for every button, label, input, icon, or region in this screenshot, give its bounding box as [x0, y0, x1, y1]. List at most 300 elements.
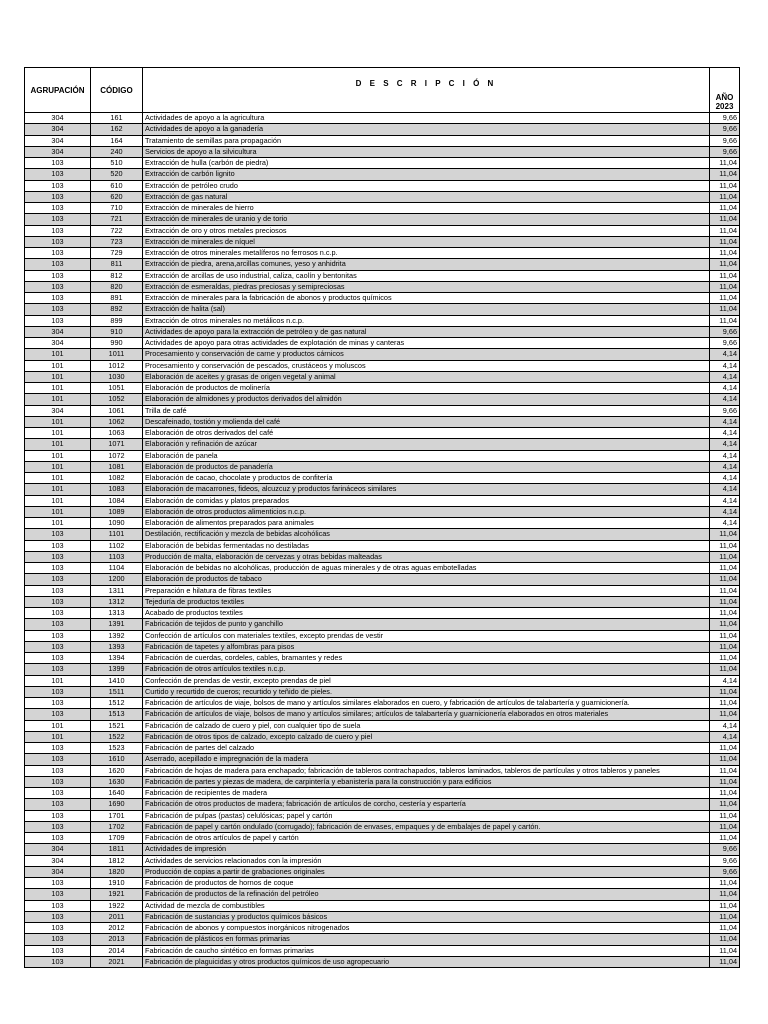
cell-description: Extracción de carbón lignito [143, 169, 710, 180]
cell-description: Fabricación de pulpas (pastas) celulósicas; papel y cartón [143, 810, 710, 821]
cell-rate: 4,14 [710, 461, 740, 472]
header-code: CÓDIGO [91, 68, 143, 113]
cell-code: 1063 [91, 428, 143, 439]
cell-description: Extracción de minerales de níquel [143, 236, 710, 247]
cell-description: Elaboración de bebidas no alcohólicas, producción de aguas minerales y de otras aguas embotelladas [143, 563, 710, 574]
cell-code: 710 [91, 203, 143, 214]
cell-group: 103 [25, 203, 91, 214]
cell-rate: 11,04 [710, 191, 740, 202]
cell-description: Actividades de apoyo para la extracción de petróleo y de gas natural [143, 326, 710, 337]
cell-code: 1399 [91, 664, 143, 675]
cell-code: 1709 [91, 833, 143, 844]
cell-description: Producción de malta, elaboración de cervezas y otras bebidas malteadas [143, 551, 710, 562]
cell-group: 103 [25, 754, 91, 765]
table-row [25, 664, 740, 675]
cell-rate: 9,66 [710, 844, 740, 855]
cell-rate: 11,04 [710, 810, 740, 821]
cell-rate: 9,66 [710, 338, 740, 349]
table-row [25, 225, 740, 236]
cell-description: Elaboración de alimentos preparados para animales [143, 518, 710, 529]
cell-group: 103 [25, 259, 91, 270]
header-year-label: AÑO [715, 93, 734, 102]
table-row [25, 799, 740, 810]
cell-description: Fabricación de cuerdas, cordeles, cables, bramantes y redes [143, 653, 710, 664]
cell-rate: 11,04 [710, 169, 740, 180]
cell-rate: 9,66 [710, 866, 740, 877]
cell-rate: 11,04 [710, 641, 740, 652]
cell-description: Acabado de productos textiles [143, 608, 710, 619]
cell-description: Fabricación de sustancias y productos químicos básicos [143, 911, 710, 922]
cell-code: 723 [91, 236, 143, 247]
cell-code: 990 [91, 338, 143, 349]
table-row [25, 551, 740, 562]
cell-code: 510 [91, 158, 143, 169]
cell-code: 1521 [91, 720, 143, 731]
cell-description: Actividad de mezcla de combustibles [143, 900, 710, 911]
cell-description: Preparación e hilatura de fibras textiles [143, 585, 710, 596]
cell-code: 1072 [91, 450, 143, 461]
cell-code: 820 [91, 281, 143, 292]
cell-code: 1640 [91, 788, 143, 799]
cell-rate: 4,14 [710, 360, 740, 371]
cell-code: 1922 [91, 900, 143, 911]
cell-group: 103 [25, 574, 91, 585]
cell-code: 520 [91, 169, 143, 180]
cell-rate: 11,04 [710, 799, 740, 810]
cell-rate: 4,14 [710, 383, 740, 394]
cell-description: Extracción de petróleo crudo [143, 180, 710, 191]
table-row [25, 776, 740, 787]
cell-group: 101 [25, 394, 91, 405]
table-row [25, 281, 740, 292]
cell-rate: 11,04 [710, 214, 740, 225]
cell-description: Extracción de minerales para la fabricación de abonos y productos químicos [143, 293, 710, 304]
table-row [25, 630, 740, 641]
cell-group: 103 [25, 551, 91, 562]
cell-description: Elaboración de bebidas fermentadas no destiladas [143, 540, 710, 551]
table-row [25, 203, 740, 214]
cell-group: 103 [25, 956, 91, 967]
cell-group: 103 [25, 270, 91, 281]
table-row [25, 619, 740, 630]
cell-group: 103 [25, 248, 91, 259]
table-row [25, 653, 740, 664]
cell-rate: 9,66 [710, 113, 740, 124]
cell-code: 1921 [91, 889, 143, 900]
cell-code: 1071 [91, 439, 143, 450]
cell-rate: 11,04 [710, 248, 740, 259]
cell-description: Elaboración de macarrones, fideos, alcuzcuz y productos farináceos similares [143, 484, 710, 495]
table-row [25, 338, 740, 349]
cell-code: 1081 [91, 461, 143, 472]
cell-rate: 4,14 [710, 439, 740, 450]
table-row [25, 326, 740, 337]
table-row [25, 596, 740, 607]
cell-description: Extracción de otros minerales metalíferos no ferrosos n.c.p. [143, 248, 710, 259]
cell-code: 1391 [91, 619, 143, 630]
cell-group: 101 [25, 349, 91, 360]
cell-description: Elaboración de panela [143, 450, 710, 461]
cell-code: 1513 [91, 709, 143, 720]
cell-description: Fabricación de productos de la refinación del petróleo [143, 889, 710, 900]
table-row [25, 484, 740, 495]
cell-description: Extracción de arcillas de uso industrial, caliza, caolín y bentonitas [143, 270, 710, 281]
cell-rate: 4,14 [710, 371, 740, 382]
cell-code: 1011 [91, 349, 143, 360]
cell-rate: 9,66 [710, 124, 740, 135]
cell-description: Confección de prendas de vestir, excepto prendas de piel [143, 675, 710, 686]
cell-group: 103 [25, 191, 91, 202]
cell-group: 101 [25, 383, 91, 394]
cell-group: 101 [25, 495, 91, 506]
cell-rate: 11,04 [710, 821, 740, 832]
table-row [25, 731, 740, 742]
cell-description: Fabricación de hojas de madera para enchapado; fabricación de tableros contrachapados, tableros laminados, tableros de partículas y otros tableros y paneles [143, 765, 710, 776]
cell-description: Fabricación de tejidos de punto y ganchillo [143, 619, 710, 630]
cell-description: Extracción de esmeraldas, piedras preciosas y semipreciosas [143, 281, 710, 292]
table-row [25, 315, 740, 326]
cell-code: 1083 [91, 484, 143, 495]
cell-group: 101 [25, 484, 91, 495]
cell-rate: 11,04 [710, 709, 740, 720]
cell-rate: 11,04 [710, 203, 740, 214]
cell-description: Procesamiento y conservación de pescados, crustáceos y moluscos [143, 360, 710, 371]
cell-rate: 11,04 [710, 596, 740, 607]
cell-description: Elaboración de otros derivados del café [143, 428, 710, 439]
cell-group: 103 [25, 529, 91, 540]
cell-group: 103 [25, 304, 91, 315]
cell-code: 1082 [91, 473, 143, 484]
cell-description: Servicios de apoyo a la silvicultura [143, 146, 710, 157]
cell-code: 2012 [91, 923, 143, 934]
cell-code: 891 [91, 293, 143, 304]
cell-code: 721 [91, 214, 143, 225]
cell-description: Tratamiento de semillas para propagación [143, 135, 710, 146]
cell-code: 1690 [91, 799, 143, 810]
cell-rate: 11,04 [710, 945, 740, 956]
table-row [25, 270, 740, 281]
cell-description: Trilla de café [143, 405, 710, 416]
cell-group: 103 [25, 315, 91, 326]
cell-rate: 11,04 [710, 540, 740, 551]
cell-code: 1393 [91, 641, 143, 652]
cell-group: 103 [25, 765, 91, 776]
cell-rate: 11,04 [710, 653, 740, 664]
table-row [25, 911, 740, 922]
table-row [25, 810, 740, 821]
cell-description: Actividades de apoyo a la ganadería [143, 124, 710, 135]
table-row [25, 720, 740, 731]
cell-rate: 11,04 [710, 833, 740, 844]
cell-code: 1410 [91, 675, 143, 686]
cell-rate: 11,04 [710, 686, 740, 697]
cell-rate: 11,04 [710, 259, 740, 270]
cell-rate: 11,04 [710, 529, 740, 540]
cell-group: 103 [25, 821, 91, 832]
cell-description: Extracción de halita (sal) [143, 304, 710, 315]
cell-code: 1512 [91, 698, 143, 709]
cell-description: Fabricación de otros artículos textiles n.c.p. [143, 664, 710, 675]
table-row [25, 889, 740, 900]
cell-group: 103 [25, 630, 91, 641]
cell-group: 103 [25, 158, 91, 169]
cell-description: Elaboración de cacao, chocolate y productos de confitería [143, 473, 710, 484]
cell-description: Extracción de piedra, arena,arcillas comunes, yeso y anhidrita [143, 259, 710, 270]
cell-rate: 4,14 [710, 675, 740, 686]
table-row [25, 259, 740, 270]
table-row [25, 371, 740, 382]
cell-group: 103 [25, 214, 91, 225]
cell-group: 103 [25, 698, 91, 709]
cell-rate: 11,04 [710, 664, 740, 675]
cell-description: Fabricación de otros tipos de calzado, excepto calzado de cuero y piel [143, 731, 710, 742]
cell-code: 162 [91, 124, 143, 135]
cell-code: 2014 [91, 945, 143, 956]
table-row [25, 416, 740, 427]
cell-group: 101 [25, 720, 91, 731]
cell-description: Fabricación de partes y piezas de madera, de carpintería y ebanistería para la construcción y para edificios [143, 776, 710, 787]
cell-code: 1522 [91, 731, 143, 742]
table-row [25, 124, 740, 135]
cell-description: Extracción de hulla (carbón de piedra) [143, 158, 710, 169]
cell-description: Extracción de minerales de uranio y de torio [143, 214, 710, 225]
cell-description: Extracción de oro y otros metales preciosos [143, 225, 710, 236]
table-row [25, 506, 740, 517]
cell-description: Fabricación de plaguicidas y otros productos químicos de uso agropecuario [143, 956, 710, 967]
cell-group: 304 [25, 844, 91, 855]
cell-code: 1102 [91, 540, 143, 551]
cell-code: 1103 [91, 551, 143, 562]
cell-description: Elaboración de otros productos alimenticios n.c.p. [143, 506, 710, 517]
cell-description: Descafeinado, tostión y molienda del café [143, 416, 710, 427]
cell-code: 729 [91, 248, 143, 259]
cell-description: Fabricación de abonos y compuestos inorgánicos nitrogenados [143, 923, 710, 934]
cell-description: Confección de artículos con materiales textiles, excepto prendas de vestir [143, 630, 710, 641]
cell-rate: 11,04 [710, 236, 740, 247]
cell-description: Elaboración y refinación de azúcar [143, 439, 710, 450]
cell-code: 811 [91, 259, 143, 270]
cell-rate: 11,04 [710, 619, 740, 630]
cell-rate: 11,04 [710, 304, 740, 315]
cell-code: 722 [91, 225, 143, 236]
cell-code: 1312 [91, 596, 143, 607]
table-row [25, 214, 740, 225]
cell-group: 103 [25, 911, 91, 922]
cell-group: 304 [25, 405, 91, 416]
cell-rate: 11,04 [710, 180, 740, 191]
cell-code: 1313 [91, 608, 143, 619]
table-row [25, 518, 740, 529]
cell-description: Fabricación de productos de hornos de coque [143, 878, 710, 889]
cell-rate: 4,14 [710, 349, 740, 360]
cell-group: 101 [25, 461, 91, 472]
cell-description: Extracción de otros minerales no metálicos n.c.p. [143, 315, 710, 326]
table-row [25, 765, 740, 776]
cell-code: 1523 [91, 743, 143, 754]
rates-table [24, 67, 740, 968]
cell-code: 910 [91, 326, 143, 337]
cell-code: 1089 [91, 506, 143, 517]
cell-code: 1812 [91, 855, 143, 866]
cell-group: 103 [25, 889, 91, 900]
table-row [25, 855, 740, 866]
cell-code: 1090 [91, 518, 143, 529]
cell-code: 1394 [91, 653, 143, 664]
cell-code: 1084 [91, 495, 143, 506]
table-row [25, 574, 740, 585]
cell-group: 103 [25, 788, 91, 799]
cell-code: 2011 [91, 911, 143, 922]
cell-code: 1811 [91, 844, 143, 855]
table-row [25, 428, 740, 439]
cell-description: Elaboración de comidas y platos preparados [143, 495, 710, 506]
cell-rate: 11,04 [710, 698, 740, 709]
cell-rate: 11,04 [710, 574, 740, 585]
cell-rate: 9,66 [710, 326, 740, 337]
cell-rate: 9,66 [710, 146, 740, 157]
cell-rate: 11,04 [710, 225, 740, 236]
table-row [25, 945, 740, 956]
cell-description: Fabricación de artículos de viaje, bolsos de mano y artículos similares; artículos de talabartería y guarnicionería elaborados en otros materiales [143, 709, 710, 720]
cell-code: 812 [91, 270, 143, 281]
cell-rate: 11,04 [710, 743, 740, 754]
cell-group: 103 [25, 563, 91, 574]
cell-group: 103 [25, 225, 91, 236]
cell-code: 1392 [91, 630, 143, 641]
header-row [25, 68, 740, 113]
cell-description: Actividades de apoyo a la agricultura [143, 113, 710, 124]
cell-code: 1910 [91, 878, 143, 889]
cell-group: 101 [25, 428, 91, 439]
table-row [25, 900, 740, 911]
cell-code: 2013 [91, 934, 143, 945]
table-row [25, 248, 740, 259]
cell-group: 304 [25, 855, 91, 866]
cell-group: 103 [25, 180, 91, 191]
table-body [25, 113, 740, 968]
table-row [25, 956, 740, 967]
cell-group: 103 [25, 686, 91, 697]
cell-description: Destilación, rectificación y mezcla de bebidas alcohólicas [143, 529, 710, 540]
table-row [25, 169, 740, 180]
cell-group: 103 [25, 619, 91, 630]
cell-rate: 4,14 [710, 731, 740, 742]
cell-code: 899 [91, 315, 143, 326]
cell-code: 1610 [91, 754, 143, 765]
cell-code: 1620 [91, 765, 143, 776]
table-row [25, 360, 740, 371]
table-row [25, 878, 740, 889]
cell-description: Elaboración de productos de panadería [143, 461, 710, 472]
cell-description: Elaboración de productos de molinería [143, 383, 710, 394]
header-group: AGRUPACIÓN [25, 68, 91, 113]
cell-group: 304 [25, 124, 91, 135]
table-row [25, 113, 740, 124]
table-row [25, 236, 740, 247]
cell-rate: 4,14 [710, 506, 740, 517]
cell-rate: 11,04 [710, 878, 740, 889]
table-row [25, 686, 740, 697]
cell-group: 103 [25, 596, 91, 607]
table-row [25, 833, 740, 844]
cell-description: Fabricación de caucho sintético en formas primarias [143, 945, 710, 956]
table-row [25, 934, 740, 945]
cell-description: Fabricación de plásticos en formas primarias [143, 934, 710, 945]
cell-rate: 11,04 [710, 293, 740, 304]
cell-group: 103 [25, 945, 91, 956]
cell-group: 103 [25, 641, 91, 652]
cell-rate: 11,04 [710, 900, 740, 911]
table-row [25, 383, 740, 394]
cell-description: Elaboración de aceites y grasas de origen vegetal y animal [143, 371, 710, 382]
cell-description: Elaboración de almidones y productos derivados del almidón [143, 394, 710, 405]
cell-code: 1030 [91, 371, 143, 382]
cell-code: 1062 [91, 416, 143, 427]
table-row [25, 135, 740, 146]
cell-group: 103 [25, 923, 91, 934]
cell-group: 103 [25, 900, 91, 911]
cell-code: 240 [91, 146, 143, 157]
cell-description: Actividades de servicios relacionados con la impresión [143, 855, 710, 866]
table-row [25, 709, 740, 720]
cell-rate: 11,04 [710, 754, 740, 765]
cell-rate: 4,14 [710, 473, 740, 484]
cell-group: 304 [25, 113, 91, 124]
cell-description: Procesamiento y conservación de carne y productos cárnicos [143, 349, 710, 360]
cell-rate: 11,04 [710, 270, 740, 281]
cell-rate: 11,04 [710, 315, 740, 326]
cell-rate: 11,04 [710, 776, 740, 787]
cell-group: 103 [25, 878, 91, 889]
cell-code: 1051 [91, 383, 143, 394]
cell-group: 103 [25, 585, 91, 596]
cell-rate: 9,66 [710, 855, 740, 866]
cell-code: 1701 [91, 810, 143, 821]
table-row [25, 293, 740, 304]
table-row [25, 866, 740, 877]
cell-group: 103 [25, 540, 91, 551]
cell-rate: 11,04 [710, 765, 740, 776]
table-row [25, 641, 740, 652]
cell-group: 103 [25, 743, 91, 754]
cell-rate: 4,14 [710, 495, 740, 506]
cell-rate: 11,04 [710, 563, 740, 574]
cell-rate: 11,04 [710, 551, 740, 562]
cell-group: 101 [25, 416, 91, 427]
cell-rate: 11,04 [710, 158, 740, 169]
table-row [25, 158, 740, 169]
table-row [25, 529, 740, 540]
cell-group: 101 [25, 518, 91, 529]
cell-group: 101 [25, 675, 91, 686]
table-row [25, 698, 740, 709]
table-row [25, 473, 740, 484]
table-row [25, 754, 740, 765]
cell-group: 101 [25, 360, 91, 371]
cell-description: Fabricación de calzado de cuero y piel, con cualquier tipo de suela [143, 720, 710, 731]
table-row [25, 349, 740, 360]
cell-code: 1052 [91, 394, 143, 405]
table-row [25, 495, 740, 506]
table-row [25, 675, 740, 686]
table-row [25, 439, 740, 450]
cell-rate: 11,04 [710, 911, 740, 922]
cell-rate: 11,04 [710, 788, 740, 799]
cell-description: Fabricación de otros productos de madera; fabricación de artículos de corcho, cestería y espartería [143, 799, 710, 810]
cell-group: 103 [25, 281, 91, 292]
cell-rate: 9,66 [710, 405, 740, 416]
cell-description: Actividades de impresión [143, 844, 710, 855]
